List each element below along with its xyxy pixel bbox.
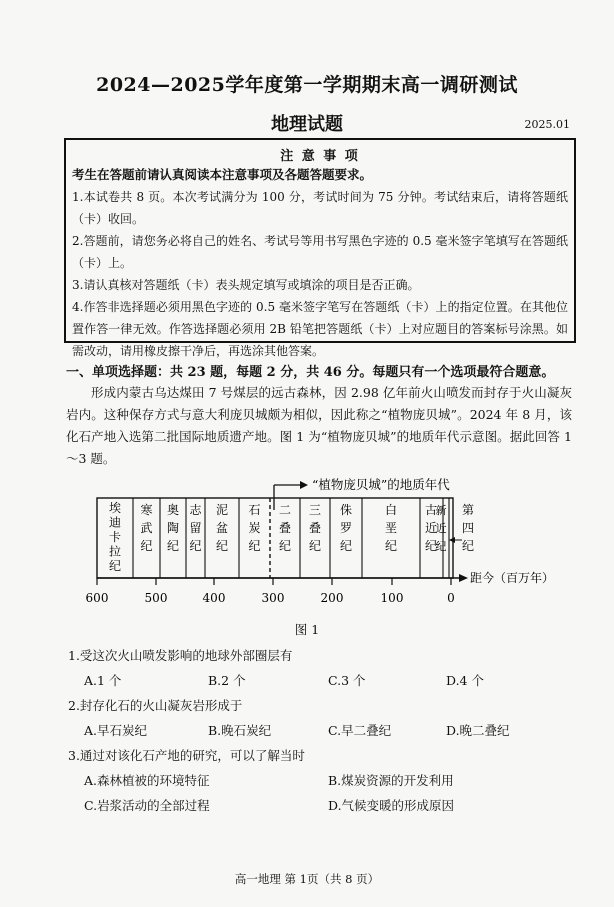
q3-option-b[interactable]: B.煤炭资源的开发利用 [328,773,454,788]
notice-items [72,186,568,362]
period-label: 纪 [108,559,122,573]
question-2-stem: 2.封存化石的火山凝灰岩形成于 [68,698,243,713]
annotation-arrowhead [300,481,308,489]
notice-item: 2.答题前，请您务必将自己的姓名、考试号等用书写黑色字迹的 0.5 毫米签字笔填写在答题纸（卡）上。 [72,234,568,270]
question-1-stem: 1.受这次火山喷发影响的地球外部圈层有 [68,648,293,663]
period-label: 志 [189,503,202,517]
q2-option-c[interactable]: C.早二叠纪 [328,723,392,738]
period-label: 叠 [278,521,292,535]
axis-tick-label: 600 [85,591,109,605]
period-label: 迪 [108,515,122,530]
period-label: 泥 [215,503,229,517]
period-label: 奥 [166,503,180,517]
period-label: 埃 [108,501,122,515]
q3-option-c[interactable]: C.岩浆活动的全部过程 [84,798,210,813]
q3-option-a[interactable]: A.森林植被的环境特征 [84,773,210,788]
figure-caption: 图 1 [294,622,320,637]
period-label: 纪 [140,539,153,553]
notice-item: 1.本试卷共 8 页。本次考试满分为 100 分，考试时间为 75 分钟。考试结束后，请将答题纸（卡）收回。 [72,190,568,226]
period-label: 纪 [278,539,292,553]
period-label: 留 [189,521,202,535]
axis-tick-label: 400 [202,591,226,605]
subject-title: 地理试题 [271,114,343,135]
period-label: 二 [278,503,292,517]
period-labels [109,501,474,573]
q2-option-a[interactable]: A.早石炭纪 [84,723,148,738]
period-label: 武 [140,521,153,535]
period-label: 寒 [140,503,153,517]
period-label: 叠 [308,521,322,535]
q3-option-d[interactable]: D.气候变暖的形成原因 [328,798,455,813]
period-label: 第 [461,503,475,517]
notice-lead: 考生在答题前请认真阅读本注意事项及各题答题要求。 [72,167,373,182]
period-label: 白 [384,503,398,517]
axis-tick-label: 0 [447,591,455,605]
period-label: 纪 [384,539,398,553]
period-label: 近 [424,521,438,535]
notice-item: 3.请认真核对答题纸（卡）表头规定填写或填涂的项目是否正确。 [72,278,420,292]
q2-option-d[interactable]: D.晚二叠纪 [446,723,510,738]
period-label: 纪 [166,539,180,553]
axis-tick-label: 100 [380,591,404,605]
period-label: 纪 [308,539,322,553]
q2-option-b[interactable]: B.晚石炭纪 [208,723,272,738]
period-label: 石 [248,503,261,517]
period-label: 纪 [461,539,475,553]
geologic-time-figure [0,466,614,616]
axis-tick-label: 300 [261,591,285,605]
axis-tick-label: 500 [144,591,168,605]
axis-tick-label: 200 [320,591,344,605]
axis-ticks [86,578,455,605]
period-label: 古 [424,503,438,517]
q1-option-d[interactable]: D.4 个 [446,673,484,688]
q1-option-b[interactable]: B.2 个 [208,673,246,688]
passage-intro: 形成内蒙古乌达煤田 7 号煤层的远古森林，因 2.98 亿年前火山喷发而封存于火山凝灰岩内。这种保存方式与意大利庞贝城颇为相似，因此称之“植物庞贝城”。2024 年 8 月，该化石产地入选第二批国际地质遗产地。图 1 为“植物庞贝城”的地质年代示意图。据此回答 1～3 题。 [66,385,572,466]
axis-arrowhead [459,574,468,582]
period-label: 纪 [424,539,438,553]
period-label: 纪 [435,540,447,553]
period-label: 近 [435,522,447,535]
notice-item: 4.作答非选择题必须用黑色字迹的 0.5 毫米签字笔写在答题纸（卡）上的指定位置。在其他位置作答一律无效。作答选择题必须用 2B 铅笔把答题纸（卡）上对应题目的答案标号涂黑。如需改动，请用橡皮擦干净后，再选涂其他答案。 [72,300,568,358]
q1-option-a[interactable]: A.1 个 [84,673,122,688]
period-label: 纪 [339,539,353,553]
exam-date: 2025.01 [524,118,570,131]
period-label: 陶 [166,521,180,535]
period-label: 盆 [215,521,229,535]
annotation-label: “植物庞贝城”的地质年代 [312,477,450,492]
period-label: 纪 [248,539,261,553]
period-label: 新 [435,504,447,517]
period-label: 卡 [108,530,122,544]
period-label: 垩 [384,521,398,535]
period-label: 拉 [108,544,122,559]
section-heading: 一、单项选择题：共 23 题，每题 2 分，共 46 分。每题只有一个选项最符合题意。 [66,365,555,380]
notice-box [64,138,576,358]
notice-heading: 注 意 事 项 [280,149,360,164]
q1-option-c[interactable]: C.3 个 [328,673,366,688]
period-label: 三 [308,503,322,517]
period-label: 纪 [215,539,229,553]
question-3-stem: 3.通过对该化石产地的研究，可以了解当时 [68,748,305,763]
period-label: 四 [461,521,475,535]
quaternary-pointer-head [449,537,455,543]
period-label: 罗 [339,521,353,535]
exam-title: 2024—2025学年度第一学期期末高一调研测试 [96,74,518,96]
period-label: 纪 [189,539,202,553]
axis-label: 距今（百万年） [470,571,555,585]
page-footer: 高一地理 第 1页（共 8 页） [234,872,380,886]
period-label: 炭 [248,521,261,535]
period-label: 侏 [339,503,353,517]
